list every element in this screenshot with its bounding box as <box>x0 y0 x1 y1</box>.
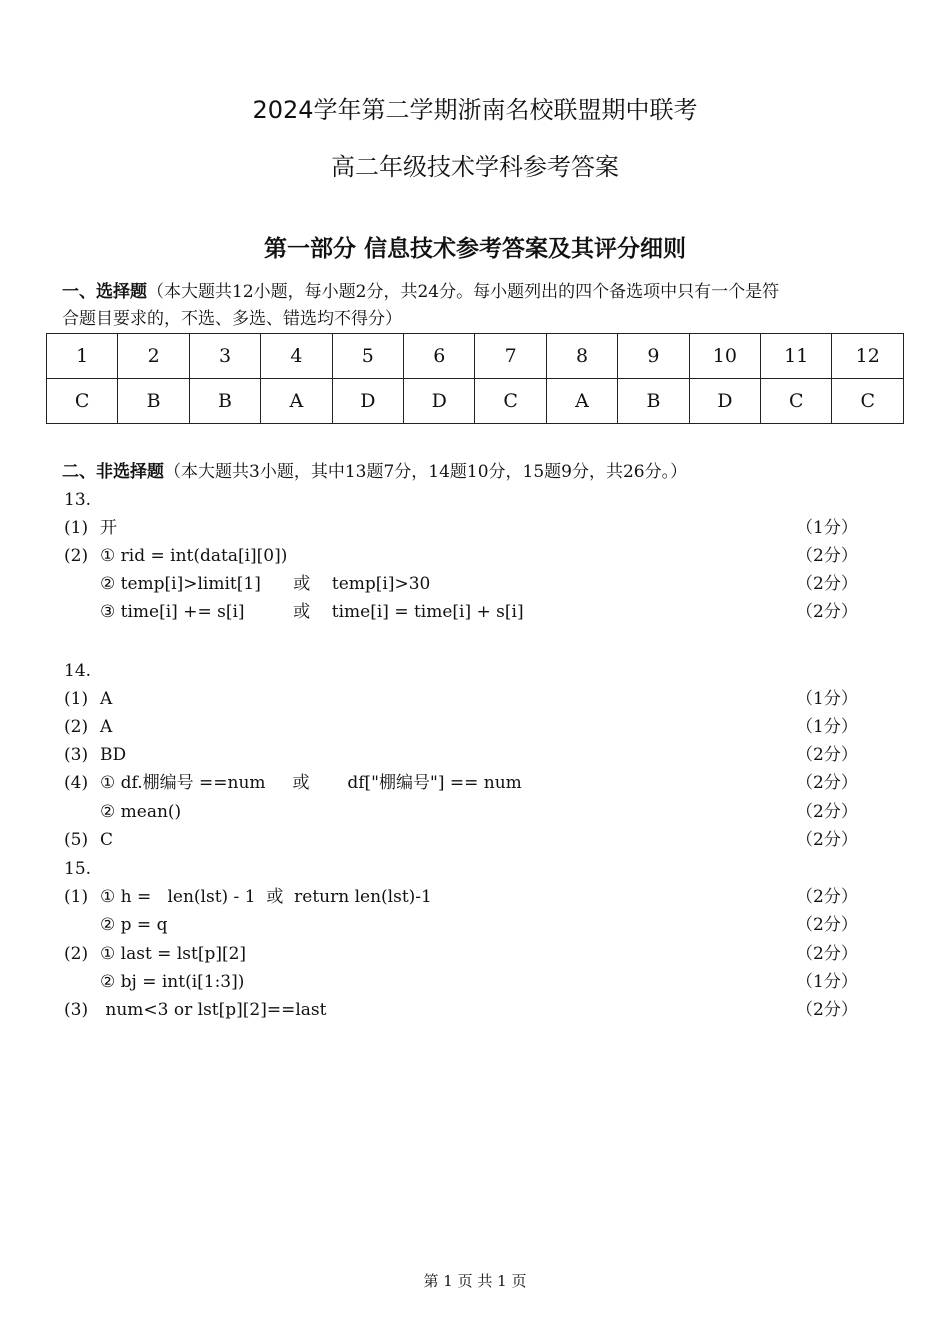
line-answer: ② mean() <box>100 802 182 822</box>
part-title: 第一部分 信息技术参考答案及其评分细则 <box>263 236 686 262</box>
section2-heading: 二、非选择题 <box>62 462 164 482</box>
line-answer: ② bj = int(i[1:3]) <box>100 972 245 992</box>
line-score: （1分） <box>796 972 858 992</box>
answer-cell: C <box>761 379 832 424</box>
answer-cell: D <box>332 379 403 424</box>
line-score: （1分） <box>796 717 858 737</box>
answer-cell: C <box>47 379 118 424</box>
line-answer: ① rid = int(data[i][0]) <box>100 546 288 566</box>
question-number-cell: 4 <box>261 334 332 379</box>
line-score: （2分） <box>796 602 858 622</box>
line-label: (3) <box>64 745 89 765</box>
line-label: 15. <box>64 859 92 879</box>
section2-desc: （本大题共3小题，其中13题7分，14题10分，15题9分，共26分。） <box>164 462 688 482</box>
line-answer: BD <box>100 745 127 765</box>
question-number-cell: 11 <box>761 334 832 379</box>
line-score: （2分） <box>796 887 858 907</box>
line-label: (3) <box>64 1000 89 1020</box>
answer-cell: D <box>404 379 475 424</box>
line-label: (2) <box>64 546 89 566</box>
answer-cell: B <box>618 379 689 424</box>
answer-cell: C <box>475 379 546 424</box>
line-score: （2分） <box>796 1000 858 1020</box>
line-score: （2分） <box>796 802 858 822</box>
line-score: （2分） <box>796 546 858 566</box>
question-number-cell: 5 <box>332 334 403 379</box>
answer-cell: A <box>261 379 332 424</box>
line-label: (2) <box>64 717 89 737</box>
page-footer: 第 1 页 共 1 页 <box>423 1272 527 1290</box>
question-number-cell: 9 <box>618 334 689 379</box>
exam-title: 2024学年第二学期浙南名校联盟期中联考 <box>252 96 698 124</box>
line-label: (1) <box>64 689 89 709</box>
section1-heading: 一、选择题 <box>62 282 147 302</box>
section2-description <box>62 459 892 486</box>
section1-desc-line2: 合题目要求的，不选、多选、错选均不得分） <box>62 309 402 329</box>
question-number-row <box>47 334 904 379</box>
question-number-cell: 3 <box>189 334 260 379</box>
question-number-cell: 2 <box>118 334 189 379</box>
line-score: （2分） <box>796 574 858 594</box>
line-score: （2分） <box>796 773 858 793</box>
line-answer: A <box>100 717 113 737</box>
answer-cell: A <box>546 379 617 424</box>
answer-cell: D <box>689 379 760 424</box>
line-answer: C <box>100 830 114 850</box>
question-number-cell: 8 <box>546 334 617 379</box>
line-label: (5) <box>64 830 89 850</box>
question-number-cell: 6 <box>404 334 475 379</box>
line-label: (1) <box>64 518 89 538</box>
line-answer: 开 <box>100 518 117 538</box>
answer-cell: C <box>832 379 904 424</box>
answer-cell: B <box>189 379 260 424</box>
line-label: 13. <box>64 490 92 510</box>
line-label: (1) <box>64 887 89 907</box>
answer-row <box>47 379 904 424</box>
line-score: （2分） <box>796 944 858 964</box>
line-answer: ① last = lst[p][2] <box>100 944 247 964</box>
line-score: （1分） <box>796 518 858 538</box>
line-answer: ② temp[i]>limit[1] 或 temp[i]>30 <box>100 574 431 594</box>
line-answer: ① h = len(lst) - 1 或 return len(lst)-1 <box>100 887 432 907</box>
line-answer: ② p = q <box>100 915 168 935</box>
line-score: （2分） <box>796 830 858 850</box>
answer-cell: B <box>118 379 189 424</box>
line-label: (2) <box>64 944 89 964</box>
line-answer: num<3 or lst[p][2]==last <box>100 1000 327 1020</box>
line-answer: ① df.棚编号 ==num 或 df["棚编号"] == num <box>100 773 522 793</box>
section1-desc-line1: （本大题共12小题，每小题2分，共24分。每小题列出的四个备选项中只有一个是符 <box>147 282 780 302</box>
line-answer: ③ time[i] += s[i] 或 time[i] = time[i] + s[i] <box>100 602 524 622</box>
section1-description <box>62 279 892 333</box>
question-number-cell: 12 <box>832 334 904 379</box>
line-score: （1分） <box>796 689 858 709</box>
line-score: （2分） <box>796 915 858 935</box>
line-label: (4) <box>64 773 89 793</box>
line-answer: A <box>100 689 113 709</box>
question-number-cell: 7 <box>475 334 546 379</box>
answer-table <box>46 333 904 424</box>
line-score: （2分） <box>796 745 858 765</box>
exam-subtitle: 高二年级技术学科参考答案 <box>331 153 619 181</box>
line-label: 14. <box>64 661 92 681</box>
question-number-cell: 1 <box>47 334 118 379</box>
question-number-cell: 10 <box>689 334 760 379</box>
